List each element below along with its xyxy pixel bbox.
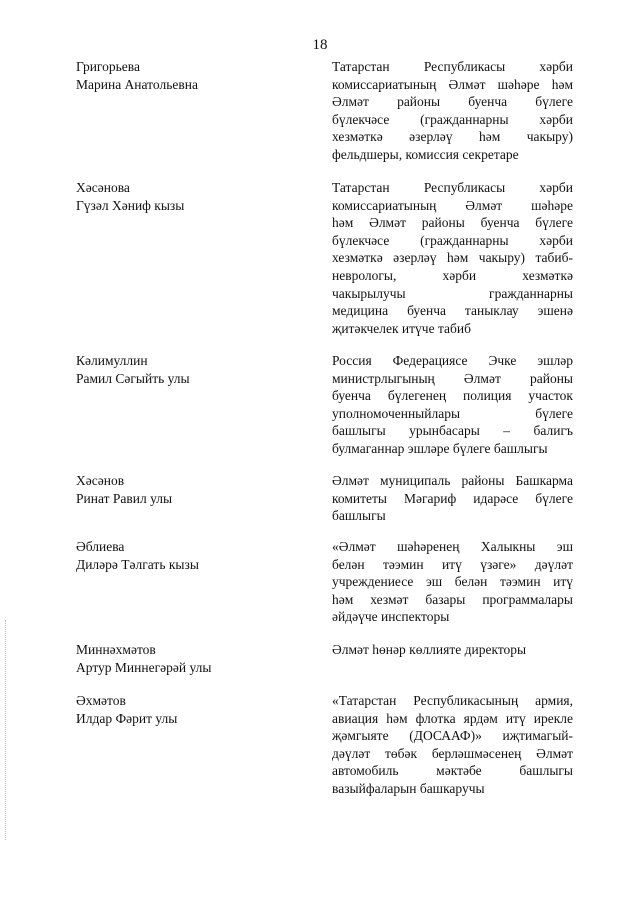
position-line: медицина буенча таныклау эшенә	[332, 303, 573, 319]
member-given-name: Илдар Фәрит улы	[76, 710, 178, 726]
position-line: белән тәэмин итү үзәге» дәүләт	[332, 556, 573, 572]
position-line: вазыйфаларын башкаручы	[332, 780, 485, 796]
member-position	[332, 641, 573, 659]
member-given-name: Рамил Сәгыйть улы	[76, 370, 190, 386]
page-number: 18	[312, 37, 328, 53]
position-line: Россия Федерациясе Эчке эшләр	[332, 353, 573, 368]
margin-dots-decoration	[5, 620, 8, 840]
member-surname: Миннәхмәтов	[76, 642, 156, 657]
position-line: министрлыгының Әлмәт районы	[332, 370, 573, 386]
member-given-name: Ринат Равил улы	[76, 490, 173, 506]
member-surname: Хәсәнова	[76, 180, 130, 195]
position-line: хезмәткә әзерләү һәм чакыру) табиб-	[332, 250, 573, 266]
member-position	[332, 692, 573, 798]
position-line: комитеты Мәгариф идарәсе бүлеге	[332, 490, 573, 506]
position-line: Әлмәт һөнәр көллияте директоры	[332, 642, 527, 657]
position-line: комиссариатының Әлмәт шәһәре һәм	[332, 76, 573, 92]
position-line: хезмәткә әзерләү һәм чакыру)	[332, 129, 573, 145]
position-line: Әлмәт районы буенча бүлеге	[332, 94, 573, 110]
member-name	[76, 538, 306, 573]
member-name	[76, 472, 306, 507]
position-line: булмаганнар эшләре бүлеге башлыгы	[332, 440, 548, 456]
position-line: «Татарстан Республикасының армия,	[332, 693, 573, 708]
position-line: учреждениесе эш белән тәэмин итү	[332, 574, 573, 590]
member-position	[332, 179, 573, 337]
position-line: бүлекчәсе (гражданнарны хәрби	[332, 111, 573, 127]
position-line: чакырылучы гражданнарны	[332, 285, 573, 301]
position-line: башлыгы	[332, 508, 386, 524]
member-position	[332, 58, 573, 164]
member-given-name: Диләрә Тәлгать кызы	[76, 556, 199, 572]
position-line: Татарстан Республикасы хәрби	[332, 180, 573, 195]
member-name	[76, 692, 306, 727]
member-surname: Хәсәнов	[76, 473, 125, 488]
position-line: автомобиль мәктәбе башлыгы	[332, 763, 573, 779]
position-line: неврологы, хәрби хезмәткә	[332, 267, 573, 283]
position-line: бүлекчәсе (гражданнарны хәрби	[332, 232, 573, 248]
position-line: авиация һәм флотка ярдәм итү ирекле	[332, 710, 573, 726]
position-line: дәүләт төбәк берләшмәсенең Әлмәт	[332, 745, 573, 761]
position-line: Әлмәт муниципаль районы Башкарма	[332, 473, 573, 488]
member-given-name: Марина Анатольевна	[76, 76, 198, 92]
member-name	[76, 58, 306, 93]
member-given-name: Артур Миннегәрәй улы	[76, 659, 212, 675]
position-line: әйдәүче инспекторы	[332, 609, 450, 625]
member-surname: Әхмәтов	[76, 693, 126, 708]
position-line: буенча бүлегенең полиция участок	[332, 388, 573, 404]
position-line: һәм хезмәт базары программалары	[332, 591, 573, 607]
member-position	[332, 538, 573, 626]
position-line: «Әлмәт шәһәренең Халыкны эш	[332, 539, 573, 554]
position-line: фельдшеры, комиссия секретаре	[332, 146, 519, 162]
member-name	[76, 352, 306, 387]
member-surname: Әблиева	[76, 539, 125, 554]
member-surname: Григорьева	[76, 59, 140, 74]
member-given-name: Гүзәл Хәниф кызы	[76, 197, 185, 213]
position-line: җәмгыяте (ДОСААФ)» иҗтимагый-	[332, 728, 573, 744]
member-position	[332, 472, 573, 525]
position-line: Татарстан Республикасы хәрби	[332, 59, 573, 74]
position-line: җитәкчелек итүче табиб	[332, 320, 471, 336]
position-line: башлыгы урынбасары – балигъ	[332, 423, 573, 439]
member-surname: Кәлимуллин	[76, 353, 148, 368]
member-name	[76, 179, 306, 214]
position-line: комиссариатының Әлмәт шәһәре	[332, 197, 573, 213]
member-name	[76, 641, 306, 676]
position-line: уполномоченныйлары бүлеге	[332, 405, 573, 421]
position-line: һәм Әлмәт районы буенча бүлеге	[332, 215, 573, 231]
member-position	[332, 352, 573, 458]
